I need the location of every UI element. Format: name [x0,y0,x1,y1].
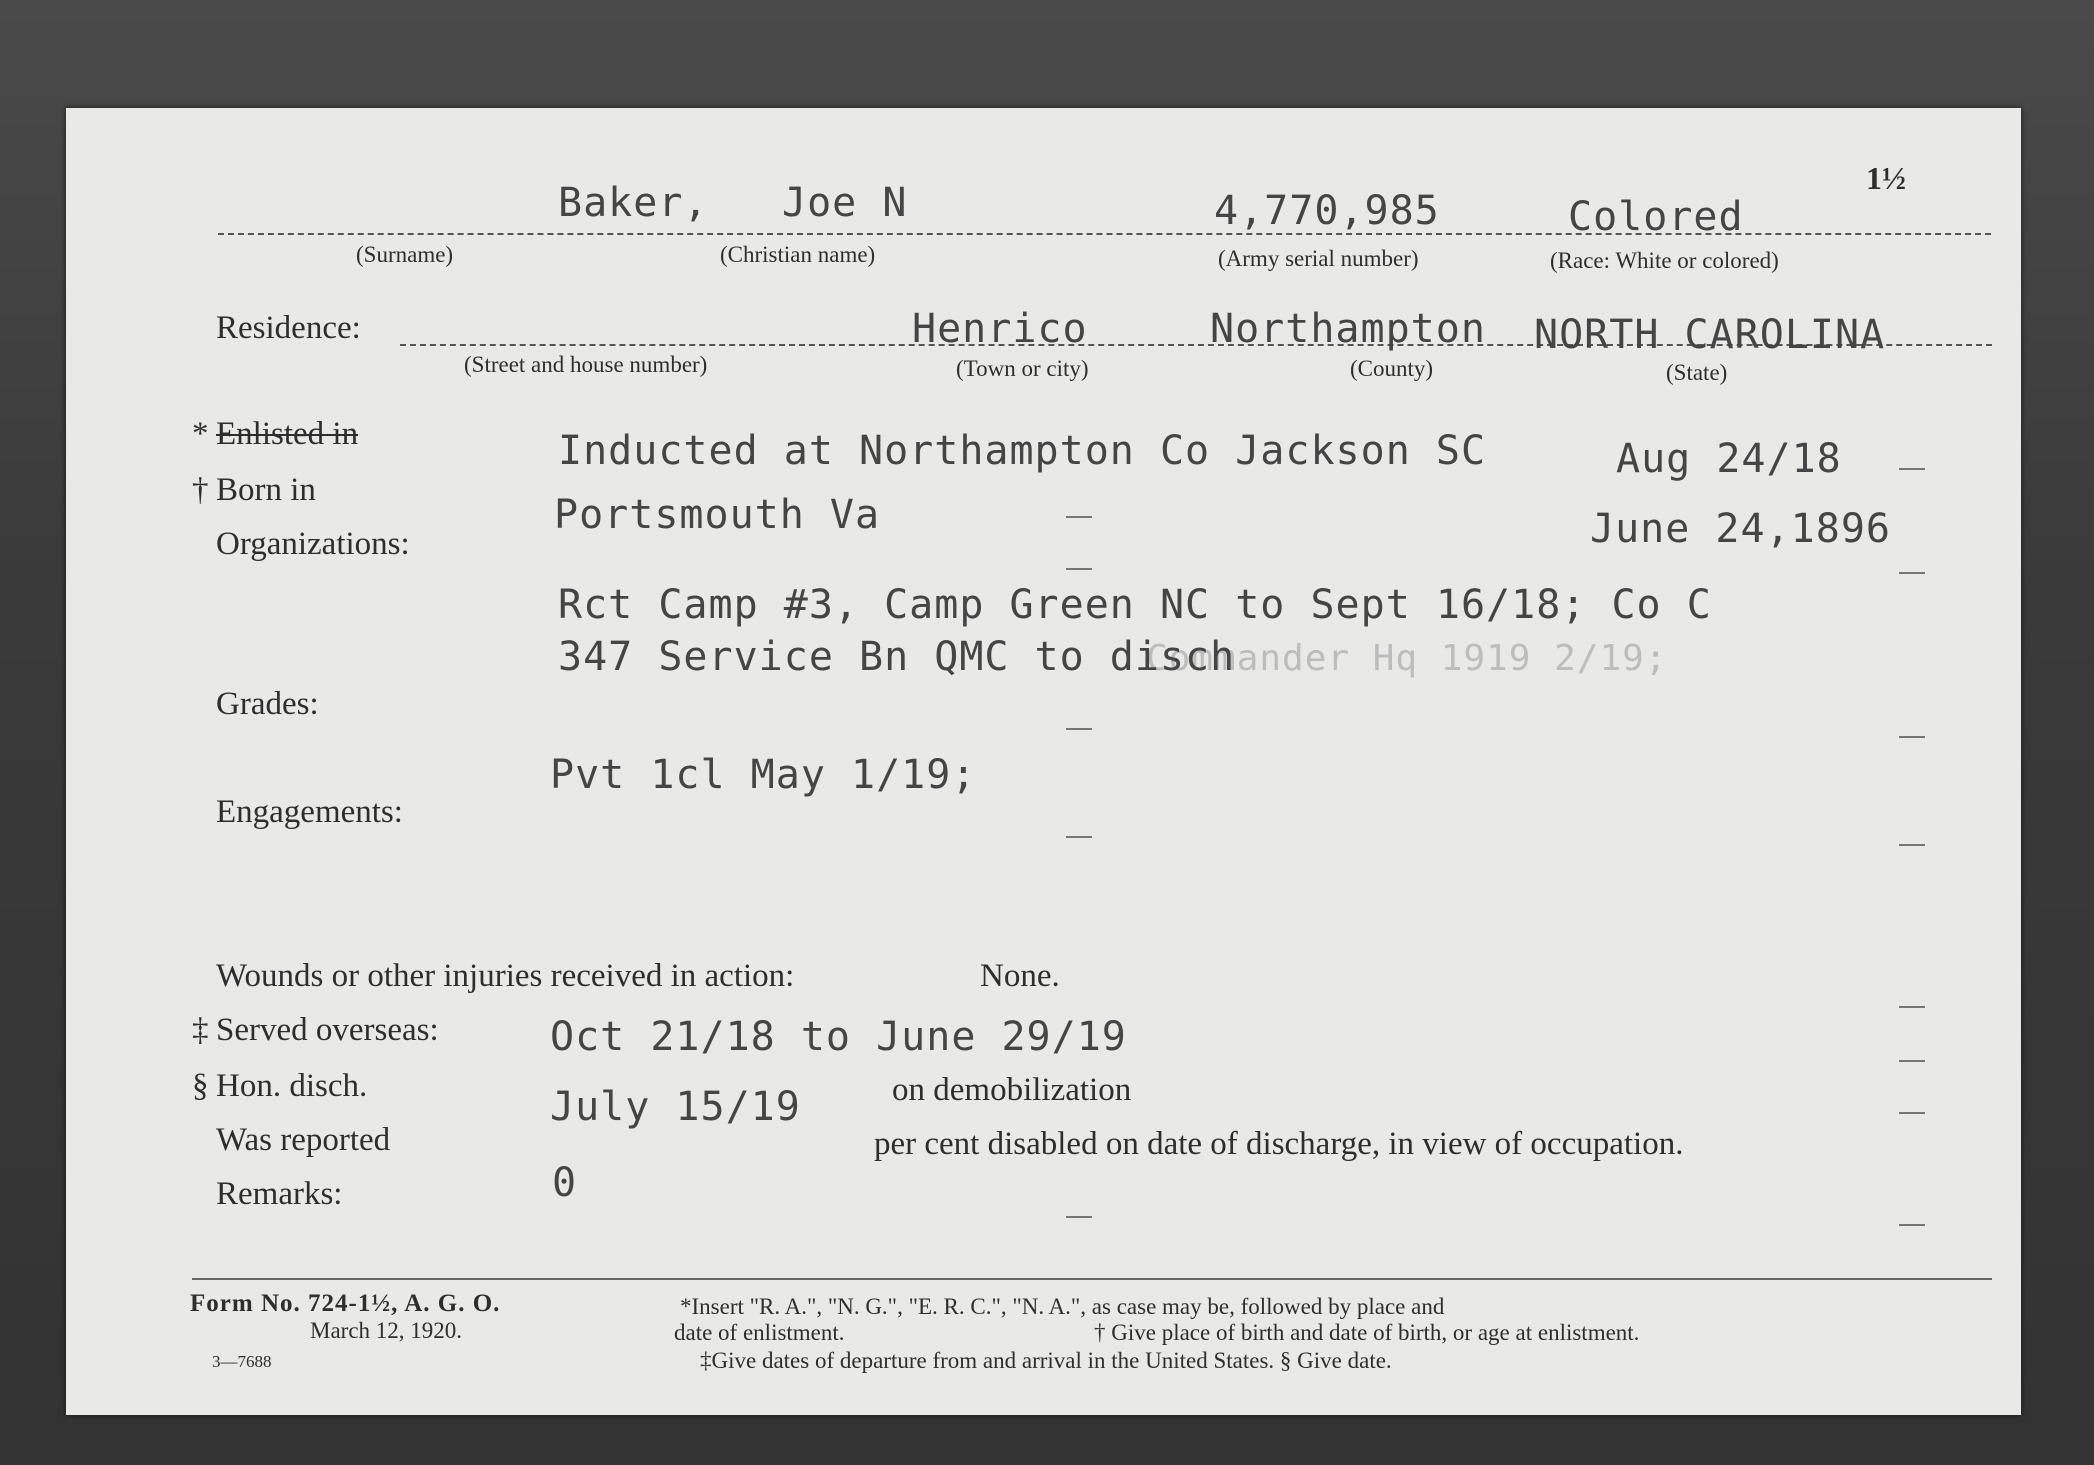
organizations-line-2: 347 Service Bn QMC to disch [558,634,1236,680]
birthdate-value: June 24,1896 [1590,506,1891,552]
dash-mark [1066,516,1092,518]
birthplace-value: Portsmouth Va [554,492,881,538]
enlisted-date: Aug 24/18 [1616,436,1842,482]
engagements-label: Engagements: [216,794,403,830]
hon-disch-note: on demobilization [892,1072,1132,1108]
dash-mark [1899,844,1925,846]
state-value: NORTH CAROLINA [1534,312,1886,358]
reported-text: per cent disabled on date of discharge, in view of occupation. [874,1126,1684,1162]
town-value: Henrico [912,306,1088,352]
race-label: (Race: White or colored) [1550,248,1779,273]
grades-value: Pvt 1cl May 1/19; [550,752,977,798]
street-label: (Street and house number) [464,352,708,377]
footnote-2: date of enlistment. [674,1320,845,1345]
card-number: 1½ [1866,160,1906,196]
form-date: March 12, 1920. [310,1318,463,1343]
remarks-label: Remarks: [216,1176,343,1212]
christian-name-value: Joe N [782,180,908,226]
dash-mark [1066,836,1092,838]
overseas-marker: ‡ [192,1012,209,1048]
footnote-1: *Insert "R. A.", "N. G.", "E. R. C.", "N. A.", as case may be, followed by place and [680,1294,1445,1319]
serial-number-label: (Army serial number) [1218,246,1419,271]
service-record-card [66,108,2021,1415]
wounds-value: None. [980,958,1060,994]
reported-value: 0 [552,1160,578,1206]
footer-rule [192,1278,1992,1280]
residence-label: Residence: [216,310,361,346]
enlisted-marker: * [192,416,209,452]
enlisted-value: Inducted at Northampton Co Jackson SC [558,428,1487,474]
dash-mark [1066,728,1092,730]
hon-disch-date: July 15/19 [550,1084,801,1130]
form-number: Form No. 724-1½, A. G. O. [190,1290,501,1317]
dash-mark [1066,1216,1092,1218]
organizations-line-1: Rct Camp #3, Camp Green NC to Sept 16/18; Co C [558,582,1712,628]
christian-name-label: (Christian name) [720,242,876,267]
born-label: Born in [216,472,316,508]
dash-mark [1899,572,1925,574]
county-value: Northampton [1210,306,1486,352]
overseas-label: Served overseas: [216,1012,439,1048]
serial-number-value: 4,770,985 [1214,188,1440,234]
footnote-3: † Give place of birth and date of birth, or age at enlistment. [1094,1320,1640,1345]
organizations-faint-text: Commander Hq 1919 2/19; [1146,638,1668,679]
dash-mark [1066,568,1092,570]
hon-disch-label: Hon. disch. [216,1068,368,1104]
wounds-label: Wounds or other injuries received in action: [216,958,795,994]
grades-label: Grades: [216,686,319,722]
reported-label: Was reported [216,1122,391,1158]
town-label: (Town or city) [956,356,1089,381]
footnote-4: ‡Give dates of departure from and arrival in the United States. § Give date. [700,1348,1392,1373]
name-line [218,233,1991,235]
surname-label: (Surname) [356,242,454,267]
county-label: (County) [1350,356,1434,381]
born-marker: † [192,472,209,508]
surname-value: Baker, [558,180,709,226]
race-value: Colored [1568,194,1744,240]
dash-mark [1899,736,1925,738]
hon-disch-marker: § [192,1068,209,1104]
dash-mark [1899,1224,1925,1226]
dash-mark [1899,1006,1925,1008]
enlisted-label: Enlisted in [216,416,359,452]
organizations-label: Organizations: [216,526,410,562]
form-code: 3—7688 [212,1352,272,1371]
state-label: (State) [1666,360,1728,385]
dash-mark [1899,1112,1925,1114]
overseas-value: Oct 21/18 to June 29/19 [550,1014,1127,1060]
dash-mark [1899,1060,1925,1062]
dash-mark [1899,468,1925,470]
